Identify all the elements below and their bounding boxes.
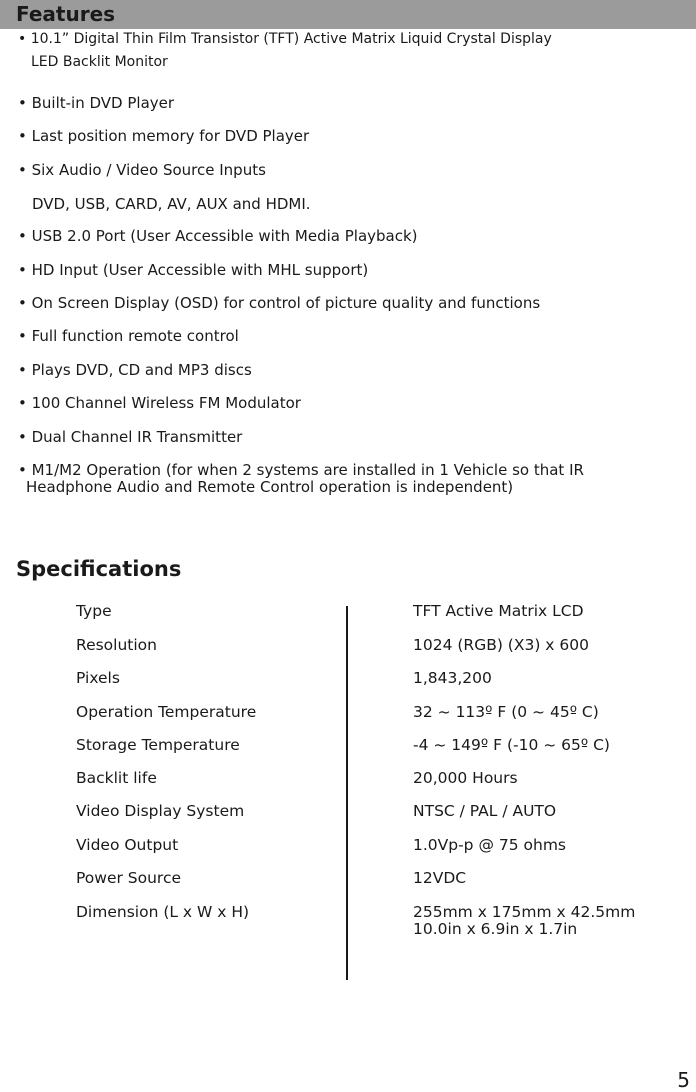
spec-label: Resolution	[76, 636, 157, 654]
feature-item: • USB 2.0 Port (User Accessible with Media Playback)	[18, 227, 418, 245]
feature-item: • Full function remote control	[18, 327, 239, 345]
spec-label: Type	[76, 602, 112, 620]
feature-subline: Headphone Audio and Remote Control operation is independent)	[26, 478, 514, 496]
spec-label: Pixels	[76, 669, 120, 687]
spec-label: Storage Temperature	[76, 736, 240, 754]
spec-value: NTSC / PAL / AUTO	[413, 802, 557, 820]
spec-value-secondary: 10.0in x 6.9in x 1.7in	[413, 920, 578, 938]
spec-label: Video Display System	[76, 802, 245, 820]
spec-label: Dimension (L x W x H)	[76, 903, 250, 921]
feature-item: • Built-in DVD Player	[18, 94, 175, 112]
spec-value: TFT Active Matrix LCD	[413, 602, 584, 620]
feature-item: • 100 Channel Wireless FM Modulator	[18, 394, 301, 412]
feature-subline: DVD, USB, CARD, AV, AUX and HDMI.	[32, 195, 311, 213]
spec-value: 255mm x 175mm x 42.5mm	[413, 903, 636, 921]
feature-item: • Dual Channel IR Transmitter	[18, 428, 243, 446]
features-title: Features	[16, 2, 116, 26]
spec-value: 20,000 Hours	[413, 769, 518, 787]
feature-item: • M1/M2 Operation (for when 2 systems are installed in 1 Vehicle so that IR	[18, 461, 584, 479]
spec-label: Operation Temperature	[76, 703, 257, 721]
spec-value: 1,843,200	[413, 669, 492, 687]
column-divider	[346, 606, 348, 980]
spec-value: 12VDC	[413, 869, 467, 887]
specifications-title: Specifications	[16, 557, 182, 581]
feature-item: • Last position memory for DVD Player	[18, 127, 310, 145]
spec-value: 1.0Vp-p @ 75 ohms	[413, 836, 567, 854]
spec-label: Video Output	[76, 836, 179, 854]
spec-value: 32 ~ 113º F (0 ~ 45º C)	[413, 703, 599, 721]
feature-item: • 10.1” Digital Thin Film Transistor (TFT) Active Matrix Liquid Crystal Display	[18, 31, 552, 47]
feature-item: • HD Input (User Accessible with MHL support)	[18, 261, 369, 279]
feature-item: • Six Audio / Video Source Inputs	[18, 161, 266, 179]
feature-item: • Plays DVD, CD and MP3 discs	[18, 361, 252, 379]
page-number: 5	[677, 1068, 690, 1092]
spec-value: -4 ~ 149º F (-10 ~ 65º C)	[413, 736, 610, 754]
spec-label: Backlit life	[76, 769, 157, 787]
feature-subline: LED Backlit Monitor	[31, 54, 168, 70]
feature-item: • On Screen Display (OSD) for control of picture quality and functions	[18, 294, 541, 312]
spec-value: 1024 (RGB) (X3) x 600	[413, 636, 589, 654]
spec-label: Power Source	[76, 869, 182, 887]
